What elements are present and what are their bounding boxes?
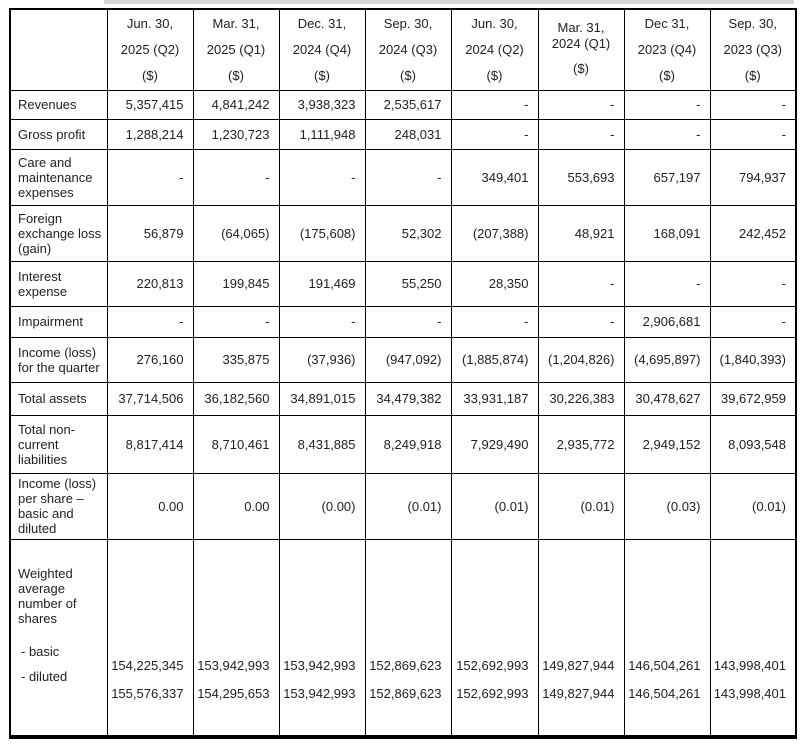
table-cell: 657,197 xyxy=(624,149,710,205)
table-cell: (207,388) xyxy=(451,205,538,261)
table-row-impairment xyxy=(10,306,796,337)
col-period: 2025 (Q1) xyxy=(206,41,266,57)
table-cell: 1,111,948 xyxy=(279,119,365,149)
col-currency: ($) xyxy=(659,67,675,83)
col-header-q4-2023 xyxy=(624,9,710,90)
col-currency: ($) xyxy=(486,67,503,83)
col-header-q2-2024 xyxy=(451,9,538,90)
col-date: Dec. 31, xyxy=(297,15,347,31)
weighted-basic-value: 153,942,993 xyxy=(283,657,356,673)
table-cell xyxy=(451,539,538,737)
col-date: Sep. 30, xyxy=(383,15,433,31)
table-cell: (64,065) xyxy=(193,205,279,261)
table-cell: 30,478,627 xyxy=(624,382,710,415)
table-cell: 2,906,681 xyxy=(624,306,710,337)
table-row-total-assets xyxy=(10,382,796,415)
table-row-foreign-exchange xyxy=(10,205,796,261)
table-cell: (0.01) xyxy=(710,473,796,539)
table-cell: 34,479,382 xyxy=(365,382,451,415)
table-cell: (0.01) xyxy=(538,473,624,539)
row-label: Total non-current liabilities xyxy=(10,415,107,473)
table-cell: 55,250 xyxy=(365,261,451,306)
table-cell: 28,350 xyxy=(451,261,538,306)
table-cell: 8,093,548 xyxy=(710,415,796,473)
weighted-diluted-label: - diluted xyxy=(21,668,68,684)
table-cell: 5,357,415 xyxy=(107,90,193,119)
weighted-basic-value: 154,225,345 xyxy=(111,657,184,673)
col-header-q3-2024 xyxy=(365,9,451,90)
row-label: Interest expense xyxy=(10,261,107,306)
table-cell: - xyxy=(451,119,538,149)
table-cell: - xyxy=(365,306,451,337)
col-date: Mar. 31, xyxy=(557,20,605,36)
table-cell: 191,469 xyxy=(279,261,365,306)
table-cell: 2,935,772 xyxy=(538,415,624,473)
table-cell: - xyxy=(279,149,365,205)
row-label xyxy=(10,539,107,737)
table-cell: 3,938,323 xyxy=(279,90,365,119)
col-header-q1-2025 xyxy=(193,9,279,90)
row-label: Care and maintenance expenses xyxy=(10,149,107,205)
weighted-diluted-value: 155,576,337 xyxy=(111,685,184,701)
table-cell: - xyxy=(279,306,365,337)
table-cell: - xyxy=(538,119,624,149)
table-cell: (0.01) xyxy=(451,473,538,539)
col-period: 2024 (Q3) xyxy=(378,41,438,57)
col-currency: ($) xyxy=(400,67,416,83)
row-label: Impairment xyxy=(10,306,107,337)
weighted-shares-label: Weighted average number of shares xyxy=(18,565,77,626)
table-cell xyxy=(365,539,451,737)
weighted-diluted-value: 152,869,623 xyxy=(369,685,442,701)
col-currency: ($) xyxy=(142,67,158,83)
weighted-diluted-value: 154,295,653 xyxy=(197,685,270,701)
table-cell: - xyxy=(538,90,624,119)
table-cell: 52,302 xyxy=(365,205,451,261)
weighted-basic-value: 153,942,993 xyxy=(197,657,270,673)
table-cell: (175,608) xyxy=(279,205,365,261)
col-period: 2024 (Q1) xyxy=(551,36,611,52)
table-cell xyxy=(279,539,365,737)
table-cell: 7,929,490 xyxy=(451,415,538,473)
table-cell: 33,931,187 xyxy=(451,382,538,415)
col-period: 2024 (Q4) xyxy=(292,41,352,57)
table-cell: - xyxy=(107,149,193,205)
col-date: Dec 31, xyxy=(644,15,690,31)
table-cell: 220,813 xyxy=(107,261,193,306)
weighted-basic-value: 152,869,623 xyxy=(369,657,442,673)
table-cell: - xyxy=(365,149,451,205)
col-header-q4-2024 xyxy=(279,9,365,90)
table-cell: 30,226,383 xyxy=(538,382,624,415)
table-cell: - xyxy=(624,90,710,119)
table-cell: 1,288,214 xyxy=(107,119,193,149)
weighted-basic-value: 152,692,993 xyxy=(456,657,529,673)
col-currency: ($) xyxy=(314,67,330,83)
table-header-row xyxy=(10,9,796,90)
table-cell: (4,695,897) xyxy=(624,337,710,382)
col-period: 2023 (Q4) xyxy=(637,41,697,57)
table-cell: 0.00 xyxy=(193,473,279,539)
table-cell: 56,879 xyxy=(107,205,193,261)
table-cell: - xyxy=(107,306,193,337)
table-cell: (0.00) xyxy=(279,473,365,539)
table-cell: 1,230,723 xyxy=(193,119,279,149)
table-cell: 0.00 xyxy=(107,473,193,539)
col-header-q3-2023 xyxy=(710,9,796,90)
table-cell xyxy=(710,539,796,737)
table-cell xyxy=(193,539,279,737)
table-cell: 36,182,560 xyxy=(193,382,279,415)
weighted-diluted-value: 146,504,261 xyxy=(628,685,701,701)
table-cell: - xyxy=(193,149,279,205)
table-cell: (1,840,393) xyxy=(710,337,796,382)
weighted-diluted-value: 143,998,401 xyxy=(713,685,786,701)
table-cell: - xyxy=(710,306,796,337)
col-period: 2024 (Q2) xyxy=(465,41,524,57)
table-cell: 199,845 xyxy=(193,261,279,306)
table-cell: 168,091 xyxy=(624,205,710,261)
table-cell: 8,431,885 xyxy=(279,415,365,473)
table-cell: - xyxy=(624,119,710,149)
col-date: Mar. 31, xyxy=(212,15,260,31)
table-cell xyxy=(624,539,710,737)
table-row-income-loss-quarter xyxy=(10,337,796,382)
table-cell: 553,693 xyxy=(538,149,624,205)
table-cell: - xyxy=(193,306,279,337)
weighted-basic-value: 143,998,401 xyxy=(713,657,786,673)
col-period: 2023 (Q3) xyxy=(723,41,783,57)
table-cell: 276,160 xyxy=(107,337,193,382)
col-header-q1-2024 xyxy=(538,9,624,90)
row-label: Revenues xyxy=(10,90,107,119)
row-label: Gross profit xyxy=(10,119,107,149)
table-cell: (947,092) xyxy=(365,337,451,382)
table-cell: 8,817,414 xyxy=(107,415,193,473)
table-cell: (0.01) xyxy=(365,473,451,539)
table-row-income-per-share xyxy=(10,473,796,539)
col-header-q2-2025 xyxy=(107,9,193,90)
col-period: 2025 (Q2) xyxy=(120,41,180,57)
table-cell: (1,885,874) xyxy=(451,337,538,382)
table-row-interest-expense xyxy=(10,261,796,306)
col-date: Sep. 30, xyxy=(728,15,777,31)
table-cell: - xyxy=(538,306,624,337)
table-cell: - xyxy=(710,261,796,306)
table-cell: 39,672,959 xyxy=(710,382,796,415)
table-row-gross-profit xyxy=(10,119,796,149)
weighted-diluted-value: 153,942,993 xyxy=(283,685,356,701)
table-cell: - xyxy=(624,261,710,306)
col-date: Jun. 30, xyxy=(126,15,174,31)
table-cell: - xyxy=(451,306,538,337)
table-cell xyxy=(107,539,193,737)
table-cell: 2,535,617 xyxy=(365,90,451,119)
table-cell: 37,714,506 xyxy=(107,382,193,415)
col-date: Jun. 30, xyxy=(471,15,518,31)
table-cell: - xyxy=(538,261,624,306)
row-label: Income (loss) for the quarter xyxy=(10,337,107,382)
weighted-diluted-value: 152,692,993 xyxy=(456,685,529,701)
table-cell: 794,937 xyxy=(710,149,796,205)
weighted-diluted-value: 149,827,944 xyxy=(542,685,615,701)
table-cell: 248,031 xyxy=(365,119,451,149)
col-currency: ($) xyxy=(228,67,244,83)
row-label: Total assets xyxy=(10,382,107,415)
table-cell: 4,841,242 xyxy=(193,90,279,119)
row-label: Income (loss) per share – basic and diluted xyxy=(10,473,107,539)
table-cell: 34,891,015 xyxy=(279,382,365,415)
table-cell: - xyxy=(451,90,538,119)
table-cell: 2,949,152 xyxy=(624,415,710,473)
table-cell: 349,401 xyxy=(451,149,538,205)
row-label: Foreign exchange loss (gain) xyxy=(10,205,107,261)
weighted-basic-label: - basic xyxy=(21,643,60,659)
table-cell: 242,452 xyxy=(710,205,796,261)
weighted-basic-value: 149,827,944 xyxy=(542,657,615,673)
table-cell xyxy=(538,539,624,737)
table-row-care-maintenance xyxy=(10,149,796,205)
table-cell: 48,921 xyxy=(538,205,624,261)
col-currency: ($) xyxy=(573,61,589,77)
col-currency: ($) xyxy=(744,67,761,83)
table-row-revenues xyxy=(10,90,796,119)
table-row-noncurrent-liabilities xyxy=(10,415,796,473)
table-cell: - xyxy=(710,119,796,149)
weighted-basic-value: 146,504,261 xyxy=(628,657,701,673)
scan-artifact xyxy=(104,0,794,4)
table-cell: 8,249,918 xyxy=(365,415,451,473)
table-cell: 335,875 xyxy=(193,337,279,382)
quarterly-financials-table xyxy=(9,8,797,739)
table-cell: 8,710,461 xyxy=(193,415,279,473)
table-cell: (37,936) xyxy=(279,337,365,382)
table-row-weighted-shares xyxy=(10,539,796,737)
table-cell: - xyxy=(710,90,796,119)
corner-cell xyxy=(10,9,107,90)
table-cell: (1,204,826) xyxy=(538,337,624,382)
table-cell: (0.03) xyxy=(624,473,710,539)
